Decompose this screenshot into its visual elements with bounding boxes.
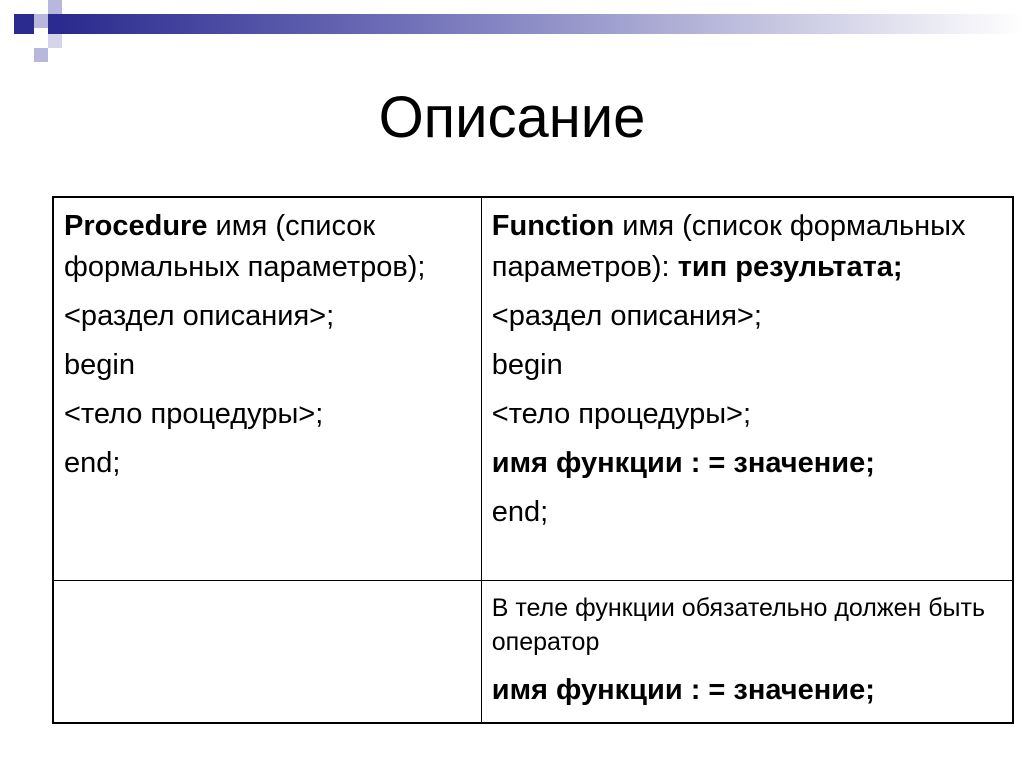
procedure-cell bbox=[53, 197, 481, 581]
function-line: <тело процедуры>; bbox=[491, 398, 752, 430]
table-row bbox=[53, 197, 1013, 581]
function-cell bbox=[481, 197, 1013, 581]
deco-square-7 bbox=[34, 48, 48, 62]
header-decoration bbox=[0, 0, 1024, 64]
note-cell bbox=[481, 581, 1013, 724]
deco-square-1 bbox=[14, 14, 34, 34]
function-header-rest: имя (список формальных параметров): bbox=[491, 210, 966, 283]
deco-square-6 bbox=[48, 34, 62, 48]
procedure-header-rest: имя (список формальных параметров); bbox=[64, 210, 426, 283]
note-assignment-text: имя функции : = значение; bbox=[491, 674, 875, 706]
deco-square-3 bbox=[48, 0, 62, 14]
deco-square-4 bbox=[48, 14, 62, 34]
procedure-header bbox=[64, 206, 471, 288]
function-assignment-text: имя функции : = значение; bbox=[491, 447, 875, 479]
empty-cell bbox=[53, 581, 481, 724]
function-end: end; bbox=[491, 496, 549, 528]
procedure-line: end; bbox=[64, 447, 121, 479]
function-result-type: тип результата; bbox=[677, 251, 903, 283]
procedure-line: begin bbox=[64, 349, 135, 381]
slide-title: Описание bbox=[378, 85, 646, 150]
note-text: В теле функции обязательно должен быть оператор bbox=[491, 594, 986, 656]
deco-square-2 bbox=[34, 14, 48, 28]
function-line: begin bbox=[491, 349, 563, 381]
comparison-table bbox=[52, 196, 1014, 724]
function-line: <раздел описания>; bbox=[491, 300, 762, 332]
procedure-keyword: Procedure bbox=[64, 210, 208, 242]
procedure-line: <раздел описания>; bbox=[64, 300, 335, 332]
function-header bbox=[492, 206, 1002, 288]
deco-square-5 bbox=[34, 34, 48, 48]
table-row bbox=[53, 581, 1013, 724]
header-gradient-bar bbox=[62, 14, 1024, 34]
procedure-line: <тело процедуры>; bbox=[64, 398, 324, 430]
function-assignment bbox=[492, 442, 1002, 484]
function-keyword: Function bbox=[491, 210, 615, 242]
note-assignment bbox=[492, 669, 1002, 711]
